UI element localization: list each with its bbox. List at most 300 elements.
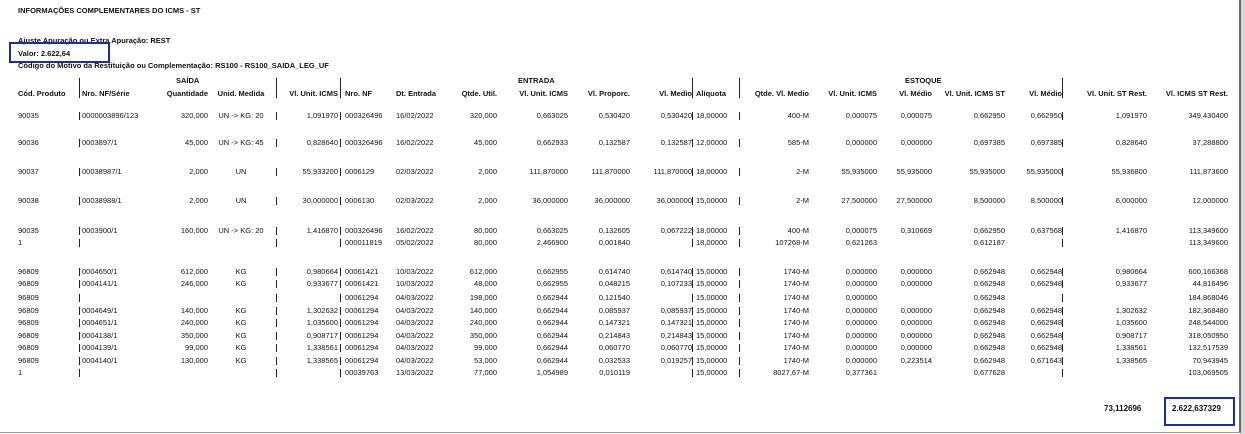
table-cell: 0006129	[345, 167, 375, 176]
table-cell: 0,377361	[845, 368, 877, 377]
table-cell: 160,000	[180, 226, 208, 235]
table-cell: 246,000	[180, 279, 208, 288]
table-cell: 0,132587	[598, 138, 630, 147]
table-cell: 96809	[18, 356, 39, 365]
table-cell: 350,000	[180, 331, 208, 340]
table-cell: 05/02/2022	[396, 238, 434, 247]
table-cell: 1,338561	[1115, 343, 1147, 352]
table-cell: 15,00000	[696, 267, 728, 276]
table-cell: 2-M	[796, 196, 809, 205]
table-cell: 04/03/2022	[396, 306, 434, 315]
row-separator	[276, 197, 277, 205]
table-cell: 0004138/1	[82, 331, 118, 340]
table-cell: 2-M	[796, 167, 809, 176]
table-cell: 0,662944	[536, 318, 568, 327]
table-cell: 1740-M	[783, 267, 809, 276]
table-cell: 1740-M	[783, 318, 809, 327]
row-separator	[1062, 344, 1063, 352]
table-cell: 15,00000	[696, 331, 728, 340]
table-cell: 00061421	[345, 279, 379, 288]
row-separator	[1062, 268, 1063, 276]
row-separator	[340, 268, 341, 276]
table-cell: 10/03/2022	[396, 279, 434, 288]
table-cell: 00061294	[345, 356, 379, 365]
table-cell: 1740-M	[783, 331, 809, 340]
table-cell: 1,338565	[306, 356, 338, 365]
table-cell: 0,214843	[660, 331, 692, 340]
table-cell: 37,288800	[1192, 138, 1228, 147]
table-cell: 45,000	[474, 138, 497, 147]
table-cell: 0,637568	[1030, 226, 1062, 235]
row-separator	[1062, 357, 1063, 365]
table-cell: 00038988/1	[82, 196, 122, 205]
table-cell: 0,662950	[1030, 111, 1062, 120]
table-cell: 0,000075	[900, 111, 932, 120]
row-separator	[340, 319, 341, 327]
table-cell: 0,000000	[845, 356, 877, 365]
table-cell: 103,069505	[1188, 368, 1228, 377]
table-cell: 18,00000	[696, 226, 728, 235]
table-cell: 0,980664	[1115, 267, 1147, 276]
table-cell: 0004649/1	[82, 306, 118, 315]
table-cell: 318,050950	[1188, 331, 1228, 340]
table-cell: 0,000000	[900, 279, 932, 288]
table-cell: KG	[235, 356, 247, 365]
row-separator	[340, 168, 341, 176]
column-header-4: Unid. Medida	[217, 89, 265, 98]
row-separator	[79, 227, 80, 235]
row-separator	[79, 294, 80, 302]
table-cell: 0,612187	[973, 238, 1005, 247]
table-cell: 350,000	[469, 331, 497, 340]
table-cell: 36,000000	[656, 196, 692, 205]
table-cell: 000011819	[345, 238, 382, 247]
table-cell: 18,00000	[696, 111, 728, 120]
table-cell: 96809	[18, 306, 39, 315]
row-separator	[340, 197, 341, 205]
table-cell: 70,943945	[1192, 356, 1228, 365]
table-cell: 0,828640	[1115, 138, 1147, 147]
row-separator	[340, 369, 341, 377]
column-header-3: Quantidade	[166, 89, 208, 98]
row-separator	[340, 227, 341, 235]
table-cell: 2,000	[478, 167, 497, 176]
ajuste-line: Ajuste Apuração ou Extra Apuração: REST	[18, 36, 171, 45]
table-cell: 1	[18, 368, 23, 377]
table-cell: 0004140/1	[82, 356, 118, 365]
row-separator	[276, 332, 277, 340]
table-cell: 0,662944	[536, 306, 568, 315]
table-cell: 0,663025	[536, 226, 568, 235]
table-cell: 16/02/2022	[396, 111, 434, 120]
table-cell: 55,935000	[1026, 167, 1062, 176]
column-separator	[79, 78, 80, 98]
row-separator	[79, 168, 80, 176]
table-cell: 0,214843	[598, 331, 630, 340]
table-cell: 107268-M	[775, 238, 809, 247]
table-cell: 0,000075	[845, 226, 877, 235]
table-cell: UN	[235, 167, 247, 176]
table-cell: 320,000	[180, 111, 208, 120]
table-cell: 55,936800	[1111, 167, 1147, 176]
table-cell: 0,662950	[973, 226, 1005, 235]
table-cell: 0,000000	[900, 138, 932, 147]
table-cell: 000326496	[345, 226, 383, 235]
table-cell: 400-M	[787, 111, 809, 120]
table-cell: 600,166368	[1188, 267, 1228, 276]
table-cell: 0,019257	[660, 356, 692, 365]
table-cell: 55,935000	[896, 167, 932, 176]
row-separator	[276, 280, 277, 288]
table-cell: 15,00000	[696, 306, 728, 315]
row-separator	[340, 357, 341, 365]
row-separator	[739, 239, 740, 247]
table-cell: 99,000	[474, 343, 497, 352]
table-cell: 90035	[18, 226, 39, 235]
column-separator	[1062, 78, 1063, 98]
row-separator	[739, 268, 740, 276]
table-cell: 04/03/2022	[396, 318, 434, 327]
row-separator	[340, 332, 341, 340]
table-cell: UN -> KG: 45	[218, 138, 264, 147]
table-cell: KG	[235, 306, 247, 315]
table-cell: KG	[235, 331, 247, 340]
table-cell: 132,517539	[1188, 343, 1228, 352]
column-header-10: Vl. Proporc.	[587, 89, 630, 98]
table-cell: 15,00000	[696, 318, 728, 327]
row-separator	[692, 239, 693, 247]
table-cell: 30,000000	[302, 196, 338, 205]
table-cell: 0,697385	[1030, 138, 1062, 147]
row-separator	[739, 112, 740, 120]
table-cell: 0,132605	[598, 226, 630, 235]
table-cell: 96809	[18, 331, 39, 340]
table-cell: 0,671643	[1030, 356, 1062, 365]
table-cell: KG	[235, 343, 247, 352]
table-cell: 16/02/2022	[396, 138, 434, 147]
table-cell: 111,870000	[591, 167, 630, 176]
row-separator	[276, 268, 277, 276]
column-header-7: Dt. Entrada	[396, 89, 437, 98]
table-cell: 16/02/2022	[396, 226, 434, 235]
table-cell: 0,662948	[973, 267, 1005, 276]
table-cell: 6,000000	[1115, 196, 1147, 205]
table-cell: 04/03/2022	[396, 293, 434, 302]
total-icms-st-rest: 2.622,637329	[1172, 404, 1221, 413]
table-cell: 00039763	[345, 368, 379, 377]
table-cell: 2,466900	[536, 238, 568, 247]
table-cell: 0006130	[345, 196, 375, 205]
group-estoque: ESTOQUE	[905, 76, 942, 85]
table-cell: 1740-M	[783, 343, 809, 352]
table-cell: 0,000000	[845, 318, 877, 327]
table-cell: 349,430400	[1188, 111, 1228, 120]
table-cell: 612,000	[469, 267, 497, 276]
table-cell: 2,000	[189, 196, 208, 205]
table-cell: 113,349600	[1188, 238, 1228, 247]
table-cell: 1740-M	[783, 356, 809, 365]
row-separator	[276, 239, 277, 247]
table-cell: 612,000	[180, 267, 208, 276]
table-cell: 00061294	[345, 343, 379, 352]
table-cell: 00038987/1	[82, 167, 122, 176]
row-separator	[739, 168, 740, 176]
column-header-9: Vl. Unit. ICMS	[519, 89, 568, 98]
table-cell: 0,001840	[598, 238, 630, 247]
row-separator	[340, 344, 341, 352]
table-cell: 0,060770	[598, 343, 630, 352]
table-cell: 0,000000	[900, 306, 932, 315]
row-separator	[276, 307, 277, 315]
column-header-6: Nro. NF	[345, 89, 373, 98]
table-cell: 0003897/1	[82, 138, 118, 147]
table-cell: 182,368480	[1188, 306, 1228, 315]
table-cell: 18,00000	[696, 238, 728, 247]
row-separator	[79, 307, 80, 315]
table-cell: 0,662948	[973, 279, 1005, 288]
row-separator	[692, 139, 693, 147]
table-cell: 2,000	[478, 196, 497, 205]
table-cell: 15,00000	[696, 368, 728, 377]
table-cell: 0004650/1	[82, 267, 118, 276]
table-cell: 27,500000	[841, 196, 877, 205]
table-cell: 0,147321	[660, 318, 692, 327]
row-separator	[1062, 369, 1063, 377]
table-cell: 90037	[18, 167, 39, 176]
row-separator	[739, 344, 740, 352]
table-cell: 0,121540	[598, 293, 630, 302]
table-cell: 0,147321	[598, 318, 630, 327]
row-separator	[276, 357, 277, 365]
table-cell: 0,662948	[973, 356, 1005, 365]
table-cell: 0,662948	[1030, 318, 1062, 327]
row-separator	[276, 344, 277, 352]
table-cell: 48,000	[474, 279, 497, 288]
table-cell: 04/03/2022	[396, 343, 434, 352]
row-separator	[692, 319, 693, 327]
row-separator	[1062, 294, 1063, 302]
table-cell: 0003900/1	[82, 226, 118, 235]
table-cell: 0,000000	[845, 279, 877, 288]
table-cell: 240,000	[469, 318, 497, 327]
row-separator	[1062, 332, 1063, 340]
table-cell: 0,662955	[536, 279, 568, 288]
column-separator	[340, 78, 341, 98]
table-cell: 0,032533	[598, 356, 630, 365]
table-cell: 0,614740	[660, 267, 692, 276]
table-cell: 1	[18, 238, 23, 247]
table-cell: 15,00000	[696, 293, 728, 302]
row-separator	[276, 112, 277, 120]
table-cell: 96809	[18, 267, 39, 276]
row-separator	[1062, 307, 1063, 315]
table-cell: 00061294	[345, 318, 379, 327]
row-separator	[1062, 139, 1063, 147]
table-cell: 240,000	[180, 318, 208, 327]
row-separator	[79, 332, 80, 340]
table-cell: 400-M	[787, 226, 809, 235]
column-header-18: Vl. Unit. ST Rest.	[1086, 89, 1147, 98]
table-cell: 0,000000	[845, 138, 877, 147]
table-cell: 1,338561	[306, 343, 338, 352]
row-separator	[79, 344, 80, 352]
row-separator	[739, 197, 740, 205]
column-header-12: Alíquota	[696, 89, 726, 98]
row-separator	[79, 112, 80, 120]
table-cell: 140,000	[469, 306, 497, 315]
table-cell: 0,085937	[660, 306, 692, 315]
column-header-15: Vl. Médio	[899, 89, 932, 98]
row-separator	[692, 344, 693, 352]
table-cell: 0000003896/123	[82, 111, 139, 120]
row-separator	[692, 369, 693, 377]
row-separator	[276, 294, 277, 302]
table-cell: 0,000000	[845, 343, 877, 352]
row-separator	[340, 112, 341, 120]
table-cell: 0,662944	[536, 293, 568, 302]
table-cell: 0,662944	[536, 331, 568, 340]
table-cell: 111,873600	[1189, 167, 1228, 176]
table-cell: 1,091970	[1115, 111, 1147, 120]
row-separator	[79, 197, 80, 205]
table-cell: 02/03/2022	[396, 196, 434, 205]
row-separator	[692, 197, 693, 205]
table-cell: 2,000	[189, 167, 208, 176]
table-cell: 0004651/1	[82, 318, 118, 327]
table-cell: 15,00000	[696, 343, 728, 352]
row-separator	[340, 280, 341, 288]
table-cell: 000326496	[345, 111, 383, 120]
table-cell: 198,000	[469, 293, 497, 302]
table-cell: UN -> KG: 20	[218, 111, 264, 120]
row-separator	[739, 369, 740, 377]
table-cell: 55,933200	[302, 167, 338, 176]
table-cell: 1,054989	[536, 368, 568, 377]
table-cell: KG	[235, 267, 247, 276]
table-cell: 44,816496	[1192, 279, 1228, 288]
table-cell: 130,000	[180, 356, 208, 365]
table-cell: 00061421	[345, 267, 379, 276]
row-separator	[692, 294, 693, 302]
table-cell: 12,00000	[696, 138, 728, 147]
valor-line: Valor: 2.622,64	[18, 49, 71, 58]
row-separator	[692, 332, 693, 340]
row-separator	[340, 139, 341, 147]
table-cell: 18,00000	[696, 167, 728, 176]
table-cell: 77,000	[474, 368, 497, 377]
row-separator	[79, 280, 80, 288]
table-cell: 0,663025	[536, 111, 568, 120]
column-header-14: Vl. Unit. ICMS	[828, 89, 877, 98]
row-separator	[276, 319, 277, 327]
table-cell: 10/03/2022	[396, 267, 434, 276]
group-entrada: ENTRADA	[518, 76, 555, 85]
column-header-16: Vl. Unit. ICMS ST	[944, 89, 1005, 98]
row-separator	[739, 280, 740, 288]
row-separator	[340, 294, 341, 302]
row-separator	[276, 227, 277, 235]
table-cell: 96809	[18, 293, 39, 302]
table-cell: 15,00000	[696, 196, 728, 205]
column-separator	[276, 78, 277, 98]
row-separator	[692, 357, 693, 365]
table-cell: 90038	[18, 196, 39, 205]
row-separator	[739, 139, 740, 147]
table-cell: 0,662948	[973, 343, 1005, 352]
table-cell: 27,500000	[896, 196, 932, 205]
table-cell: 90035	[18, 111, 39, 120]
column-header-2: Nro. NF/Série	[82, 89, 130, 98]
table-cell: 1740-M	[783, 279, 809, 288]
table-cell: 0,000000	[900, 343, 932, 352]
window-edge	[1241, 0, 1245, 434]
table-cell: 0,530420	[598, 111, 630, 120]
table-cell: 80,000	[474, 238, 497, 247]
table-cell: 45,000	[185, 138, 208, 147]
table-cell: 0,621263	[845, 238, 877, 247]
row-separator	[692, 112, 693, 120]
table-cell: 1,302632	[1115, 306, 1147, 315]
column-header-17: Vl. Médio	[1029, 89, 1062, 98]
table-cell: 0,933677	[306, 279, 338, 288]
table-cell: 96809	[18, 318, 39, 327]
table-cell: 36,000000	[594, 196, 630, 205]
table-cell: 0,085937	[598, 306, 630, 315]
table-cell: 0,908717	[1115, 331, 1147, 340]
table-cell: 96809	[18, 343, 39, 352]
row-separator	[739, 307, 740, 315]
row-separator	[1062, 280, 1063, 288]
table-cell: 0,000000	[845, 306, 877, 315]
table-cell: 0,662948	[1030, 331, 1062, 340]
table-cell: 0,614740	[598, 267, 630, 276]
row-separator	[276, 168, 277, 176]
table-cell: 00061294	[345, 331, 379, 340]
table-cell: 0004141/1	[82, 279, 118, 288]
table-cell: 90036	[18, 138, 39, 147]
table-cell: 0,662948	[973, 331, 1005, 340]
table-cell: 0,662948	[1030, 267, 1062, 276]
table-cell: 04/03/2022	[396, 356, 434, 365]
table-cell: 0,980664	[306, 267, 338, 276]
row-separator	[692, 268, 693, 276]
report-title: INFORMAÇÕES COMPLEMENTARES DO ICMS - ST	[18, 6, 201, 15]
table-cell: UN -> KG: 20	[218, 226, 264, 235]
table-cell: 111,870000	[653, 167, 692, 176]
table-cell: 0,677628	[973, 368, 1005, 377]
table-cell: 0,000000	[845, 293, 877, 302]
table-cell: 0,310669	[900, 226, 932, 235]
table-cell: KG	[235, 318, 247, 327]
column-separator	[692, 78, 693, 98]
table-cell: 00061294	[345, 306, 379, 315]
table-cell: 00061294	[345, 293, 379, 302]
row-separator	[692, 307, 693, 315]
total-unit-st-rest: 73,112696	[1104, 404, 1142, 413]
table-cell: 1,416870	[1115, 226, 1147, 235]
table-cell: 0,000000	[845, 331, 877, 340]
table-cell: 8027,67-M	[773, 368, 809, 377]
valor-highlight-box	[9, 42, 110, 63]
row-separator	[79, 319, 80, 327]
table-cell: 0,662955	[536, 267, 568, 276]
table-cell: 0,067222	[660, 226, 692, 235]
table-cell: 1,302632	[306, 306, 338, 315]
table-cell: 184,868046	[1188, 293, 1228, 302]
table-cell: 0,662948	[973, 306, 1005, 315]
table-cell: 8,500000	[973, 196, 1005, 205]
table-cell: 1,338565	[1115, 356, 1147, 365]
